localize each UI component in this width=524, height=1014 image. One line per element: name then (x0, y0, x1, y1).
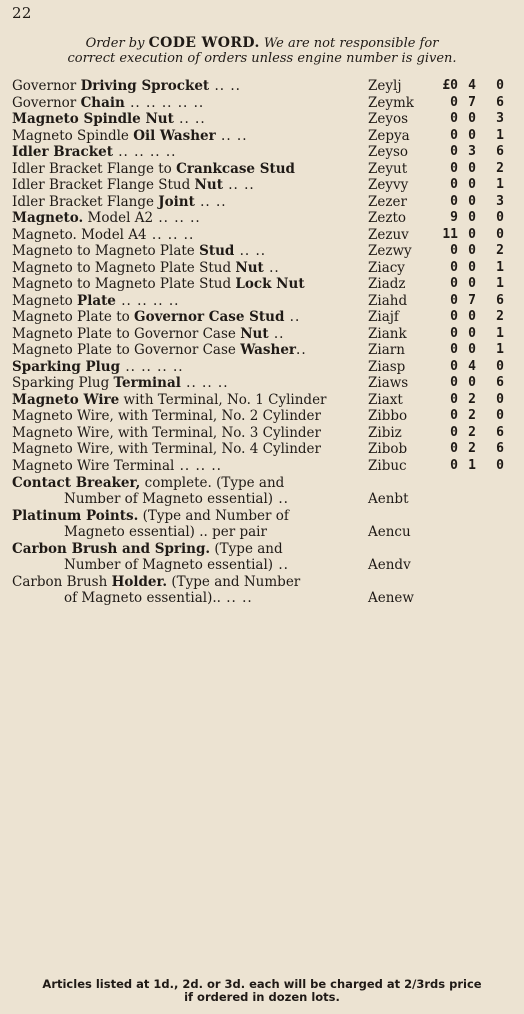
price-shillings: 0 (468, 193, 476, 209)
price-pence: 3 (496, 193, 504, 209)
price-pence: 0 (496, 457, 504, 473)
price-shillings: 0 (468, 342, 476, 357)
price-shillings: 0 (468, 160, 476, 176)
list-item (12, 243, 516, 260)
item-description: Magneto Spindle Oil Washer .. .. (12, 127, 248, 144)
price-pence: 1 (496, 177, 504, 192)
item-code-word: Aendv (368, 557, 411, 573)
list-item (12, 408, 516, 425)
item-price (430, 260, 514, 277)
price-pence: 0 (496, 226, 504, 242)
item-price (430, 227, 514, 244)
price-pounds: 0 (450, 441, 458, 456)
item-code-word: Aenew (368, 590, 414, 606)
list-item (12, 425, 516, 442)
price-shillings: 0 (468, 177, 476, 192)
price-shillings: 0 (468, 243, 476, 258)
price-pounds: 0 (450, 342, 458, 357)
list-item (12, 441, 516, 458)
list-item-multiline (12, 508, 516, 540)
price-pounds: 0 (450, 111, 458, 126)
item-price (430, 309, 514, 326)
price-shillings: 2 (468, 391, 476, 407)
price-pounds: 0 (450, 193, 458, 209)
list-item (12, 210, 516, 227)
list-item (12, 309, 516, 326)
item-price (430, 359, 514, 376)
price-shillings: 4 (468, 358, 476, 374)
list-item (12, 194, 516, 211)
price-pence: 3 (496, 111, 504, 126)
item-description: Magneto. Model A2 .. .. .. (12, 210, 201, 226)
list-item (12, 326, 516, 343)
item-code-word: Zepya (368, 127, 410, 144)
item-description: Magneto Plate .. .. .. .. (12, 292, 180, 309)
list-item (12, 276, 516, 293)
item-description: Magneto. Model A4 .. .. .. (12, 226, 195, 243)
list-item (12, 95, 516, 112)
item-code-word: Zeymk (368, 94, 414, 111)
item-price (430, 177, 514, 194)
list-item (12, 342, 516, 359)
price-pence: 2 (496, 243, 504, 258)
price-shillings: 3 (468, 144, 476, 159)
price-shillings: 7 (468, 94, 476, 110)
price-shillings: 0 (468, 325, 476, 341)
price-pence: 6 (496, 441, 504, 456)
price-pence: 6 (496, 144, 504, 159)
price-pounds: 0 (450, 127, 458, 143)
price-pence: 6 (496, 375, 504, 390)
price-shillings: 0 (468, 210, 476, 225)
price-pence: 2 (496, 160, 504, 176)
price-shillings: 2 (468, 408, 476, 423)
item-price (430, 128, 514, 145)
price-pounds: £0 (442, 78, 458, 93)
item-code-word: Aencu (368, 524, 411, 540)
list-item (12, 144, 516, 161)
price-pence: 1 (496, 127, 504, 143)
price-pounds: 0 (450, 358, 458, 374)
price-pence: 6 (496, 424, 504, 440)
item-code-word: Zeyos (368, 111, 409, 127)
price-pounds: 0 (450, 457, 458, 473)
item-description: Magneto to Magneto Plate Stud Lock Nut (12, 276, 305, 292)
price-pounds: 0 (450, 391, 458, 407)
item-code-word: Zibiz (368, 424, 402, 441)
price-pence: 0 (496, 391, 504, 407)
price-shillings: 0 (468, 309, 476, 324)
item-code-word: Ziajf (368, 309, 399, 325)
item-description: Idler Bracket .. .. .. .. (12, 144, 177, 160)
item-code-word: Ziarn (368, 342, 405, 358)
item-description: Governor Driving Sprocket .. .. (12, 78, 241, 94)
price-pounds: 0 (450, 160, 458, 176)
parts-price-list (12, 78, 516, 606)
item-price (430, 392, 514, 409)
item-code-word: Zezwy (368, 243, 412, 259)
price-shillings: 0 (468, 226, 476, 242)
item-code-word: Zeyso (368, 144, 409, 160)
item-code-word: Zibob (368, 441, 408, 457)
price-pounds: 0 (450, 408, 458, 423)
item-price (430, 342, 514, 359)
item-price (430, 425, 514, 442)
list-item (12, 227, 516, 244)
price-shillings: 0 (468, 111, 476, 126)
price-pounds: 9 (450, 210, 458, 225)
price-shillings: 0 (468, 276, 476, 291)
item-price (430, 243, 514, 260)
item-code-word: Zeylj (368, 78, 402, 94)
item-code-word: Zibbo (368, 408, 408, 424)
price-pounds: 0 (450, 309, 458, 324)
price-pence: 1 (496, 276, 504, 291)
price-pounds: 0 (450, 177, 458, 192)
footer-line-2: if ordered in dozen lots. (184, 990, 340, 1004)
item-description: Carbon Brush Holder. (Type and Number of Magneto essential).. .. .. (12, 574, 301, 606)
item-description: Magneto Wire, with Terminal, No. 3 Cylinder (12, 424, 322, 441)
price-pence: 2 (496, 309, 504, 324)
price-pounds: 0 (450, 243, 458, 258)
item-description: Magneto Plate to Governor Case Washer.. (12, 342, 307, 358)
item-price (430, 161, 514, 178)
item-description: Magneto Wire, with Terminal, No. 2 Cylinder (12, 408, 322, 424)
item-price (430, 441, 514, 458)
price-pounds: 0 (450, 292, 458, 308)
list-item-multiline (12, 475, 516, 507)
price-pence: 1 (496, 259, 504, 275)
item-price (430, 144, 514, 161)
price-pence: 0 (496, 408, 504, 423)
notice-line-1: Order by CODE WORD. We are not responsible for (85, 35, 439, 51)
item-price (430, 95, 514, 112)
item-description: Sparking Plug .. .. .. .. (12, 358, 184, 375)
price-pounds: 0 (450, 424, 458, 440)
price-shillings: 7 (468, 292, 476, 308)
price-shillings: 1 (468, 457, 476, 473)
item-price (430, 293, 514, 310)
footer-line-1: Articles listed at 1d., 2d. or 3d. each will be charged at 2/3rds price (42, 977, 482, 991)
list-item (12, 392, 516, 409)
item-description: Magneto Plate to Governor Case Stud .. (12, 309, 301, 325)
item-code-word: Zeyvy (368, 177, 409, 193)
list-item-multiline (12, 541, 516, 573)
price-pounds: 0 (450, 325, 458, 341)
item-description: Magneto Wire with Terminal, No. 1 Cylinder (12, 391, 327, 408)
price-shillings: 2 (468, 441, 476, 456)
notice-line-2: correct execution of orders unless engine number is given. (67, 51, 457, 66)
item-code-word: Zezer (368, 193, 407, 210)
item-description: Idler Bracket Flange Joint .. .. (12, 193, 227, 210)
price-shillings: 2 (468, 424, 476, 440)
item-description: Magneto Wire Terminal .. .. .. (12, 457, 222, 474)
item-code-word: Ziahd (368, 292, 408, 309)
item-price (430, 408, 514, 425)
price-shillings: 0 (468, 127, 476, 143)
list-item (12, 161, 516, 178)
price-pence: 0 (496, 358, 504, 374)
item-price (430, 194, 514, 211)
item-description: Magneto Plate to Governor Case Nut .. (12, 325, 285, 342)
item-price (430, 210, 514, 227)
ordering-notice (0, 36, 524, 66)
price-pounds: 0 (450, 375, 458, 390)
price-pence: 1 (496, 325, 504, 341)
list-item (12, 177, 516, 194)
item-code-word: Ziacy (368, 259, 405, 276)
price-pence: 6 (496, 292, 504, 308)
item-description: Carbon Brush and Spring. (Type and Number of Magneto essential) .. (12, 541, 289, 573)
list-item (12, 375, 516, 392)
item-description: Magneto to Magneto Plate Stud Nut .. (12, 259, 280, 276)
list-item (12, 128, 516, 145)
item-description: Magneto Spindle Nut .. .. (12, 111, 206, 127)
item-description: Governor Chain .. .. .. .. .. (12, 94, 205, 111)
item-description: Magneto to Magneto Plate Stud .. .. (12, 243, 267, 259)
item-description: Idler Bracket Flange to Crankcase Stud (12, 160, 295, 177)
price-pence: 6 (496, 94, 504, 110)
list-item (12, 293, 516, 310)
list-item (12, 260, 516, 277)
item-price (430, 375, 514, 392)
item-code-word: Ziank (368, 325, 407, 342)
price-pounds: 0 (450, 94, 458, 110)
page-number: 22 (12, 4, 32, 22)
footer-note (0, 978, 524, 1004)
item-code-word: Ziadz (368, 276, 406, 292)
item-price (430, 78, 514, 95)
item-price (430, 458, 514, 475)
item-code-word: Ziasp (368, 358, 406, 375)
item-description: Sparking Plug Terminal .. .. .. (12, 375, 229, 391)
item-code-word: Ziaws (368, 375, 409, 391)
item-price (430, 111, 514, 128)
item-price (430, 276, 514, 293)
item-code-word: Zezto (368, 210, 407, 226)
code-word: CODE WORD. (148, 35, 260, 51)
list-item (12, 359, 516, 376)
price-pence: 0 (496, 210, 504, 225)
price-pounds: 0 (450, 276, 458, 291)
item-description: Contact Breaker, complete. (Type and Number of Magneto essential) .. (12, 475, 289, 507)
price-pounds: 0 (450, 144, 458, 159)
price-pounds: 11 (442, 226, 458, 242)
price-pence: 1 (496, 342, 504, 357)
list-item-multiline (12, 574, 516, 606)
price-pence: 0 (496, 78, 504, 93)
item-code-word: Aenbt (368, 491, 409, 507)
item-price (430, 326, 514, 343)
item-description: Platinum Points. (Type and Number of Magneto essential) .. per pair (12, 508, 289, 540)
price-shillings: 0 (468, 259, 476, 275)
price-pounds: 0 (450, 259, 458, 275)
list-item (12, 78, 516, 95)
list-item (12, 111, 516, 128)
price-shillings: 0 (468, 375, 476, 390)
item-code-word: Zeyut (368, 160, 408, 177)
item-code-word: Zezuv (368, 226, 409, 243)
price-shillings: 4 (468, 78, 476, 93)
list-item (12, 458, 516, 475)
item-description: Magneto Wire, with Terminal, No. 4 Cylinder (12, 441, 322, 457)
item-description: Idler Bracket Flange Stud Nut .. .. (12, 177, 255, 193)
item-code-word: Zibuc (368, 457, 407, 474)
item-code-word: Ziaxt (368, 391, 403, 408)
